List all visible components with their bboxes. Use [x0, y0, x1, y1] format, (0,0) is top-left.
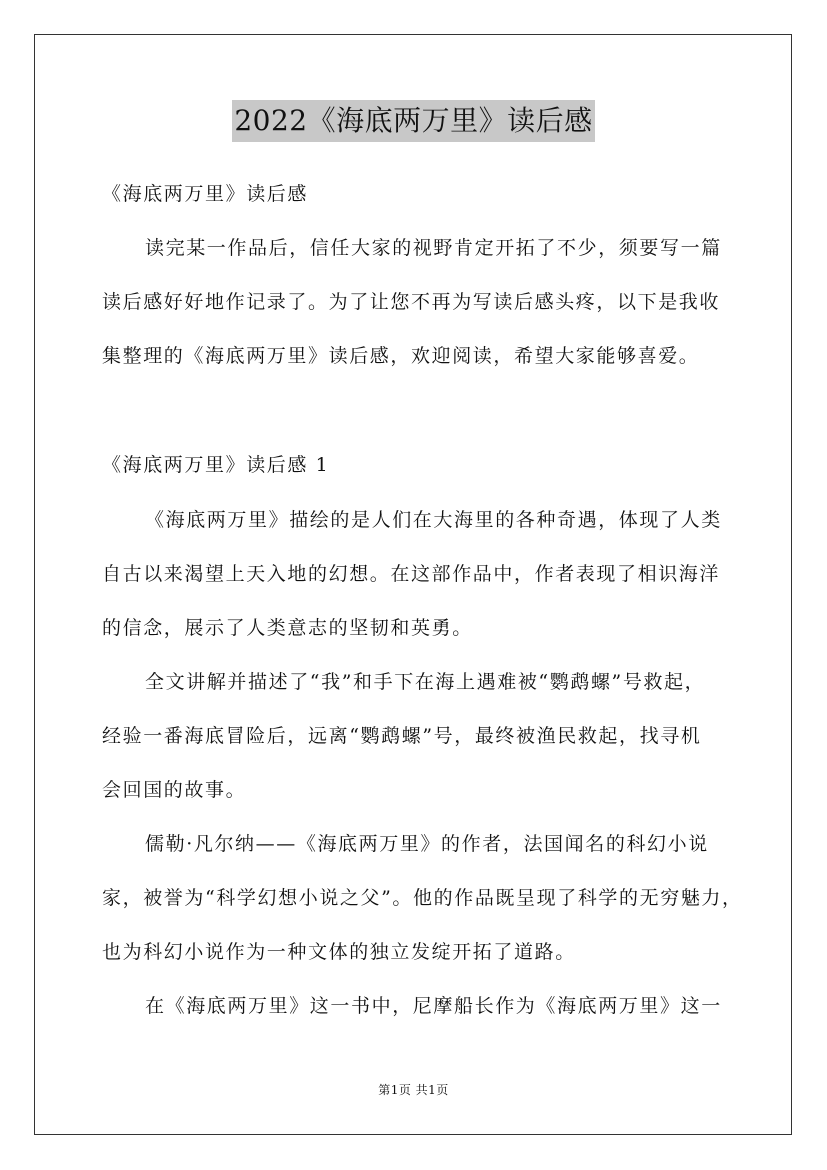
paragraph-line: 读完某一作品后，信任大家的视野肯定开拓了不少，须要写一篇 — [145, 237, 722, 259]
paragraph-line: 集整理的《海底两万里》读后感，欢迎阅读，希望大家能够喜爱。 — [102, 345, 700, 367]
paragraph-line: 的信念，展示了人类意志的坚韧和英勇。 — [102, 617, 473, 639]
paragraph-line: 儒勒·凡尔纳——《海底两万里》的作者，法国闻名的科幻小说 — [145, 833, 709, 855]
subtitle-line: 《海底两万里》读后感 — [102, 183, 309, 205]
paragraph-line: 在《海底两万里》这一书中，尼摩船长作为《海底两万里》这一 — [145, 995, 722, 1017]
page-footer: 第1页 共1页 — [378, 1083, 449, 1097]
paragraph-line: 全文讲解并描述了“我”和手下在海上遇难被“鹦鹉螺”号救起， — [145, 671, 706, 693]
paragraph-line: 读后感好好地作记录了。为了让您不再为写读后感头疼，以下是我收 — [102, 291, 721, 313]
paragraph-line: 家，被誉为“科学幻想小说之父”。他的作品既呈现了科学的无穷魅力， — [102, 887, 743, 909]
paragraph-line: 也为科幻小说作为一种文体的独立发绽开拓了道路。 — [102, 941, 576, 963]
paragraph-line: 《海底两万里》描绘的是人们在大海里的各种奇遇，体现了人类 — [145, 509, 722, 531]
paragraph-line: 自古以来渴望上天入地的幻想。在这部作品中，作者表现了相识海洋 — [102, 563, 721, 585]
title-container — [0, 100, 827, 142]
document-title: 2022《海底两万里》读后感 — [232, 100, 594, 142]
section-heading: 《海底两万里》读后感 1 — [102, 454, 330, 476]
paragraph-line: 会回国的故事。 — [102, 779, 247, 801]
paragraph-line: 经验一番海底冒险后，远离“鹦鹉螺”号，最终被渔民救起，找寻机 — [102, 725, 702, 747]
